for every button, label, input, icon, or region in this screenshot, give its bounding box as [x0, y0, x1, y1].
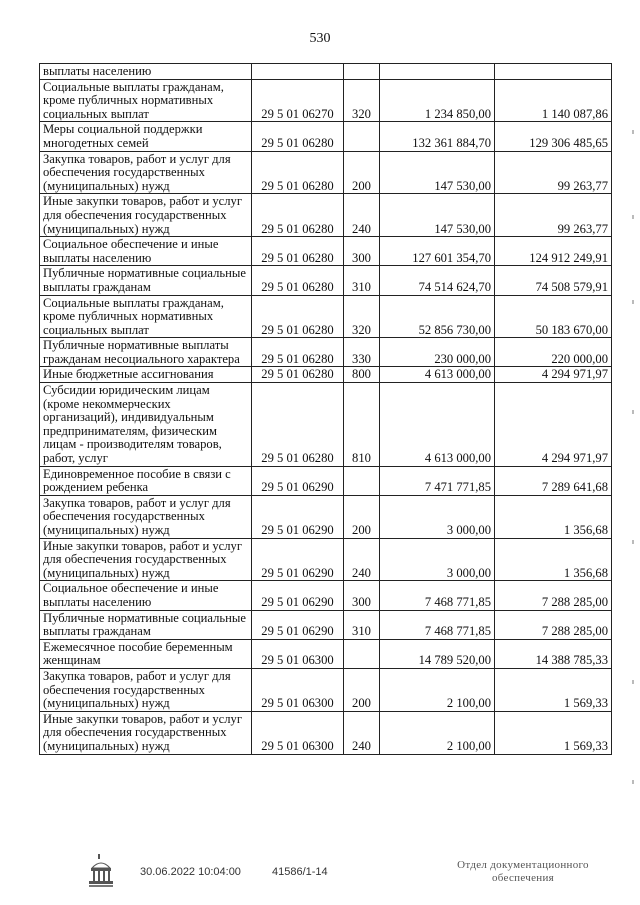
cell-executed-amount: 1 569,33 — [495, 668, 612, 711]
cell-code: 29 5 01 06280 — [252, 194, 344, 237]
cell-executed-amount: 4 294 971,97 — [495, 383, 612, 467]
cell-name: Публичные нормативные социальные выплаты гражданам — [40, 266, 252, 295]
table-row — [40, 64, 612, 80]
cell-code: 29 5 01 06290 — [252, 581, 344, 610]
cell-executed-amount: 1 140 087,86 — [495, 79, 612, 122]
table-row — [40, 338, 612, 367]
cell-code: 29 5 01 06280 — [252, 266, 344, 295]
cell-planned-amount: 147 530,00 — [380, 194, 495, 237]
cell-name: Иные закупки товаров, работ и услуг для обеспечения государственных (муниципальных) нужд — [40, 538, 252, 581]
cell-executed-amount: 99 263,77 — [495, 194, 612, 237]
cell-planned-amount: 230 000,00 — [380, 338, 495, 367]
table-row — [40, 367, 612, 383]
cell-executed-amount: 1 356,68 — [495, 495, 612, 538]
cell-name: Единовременное пособие в связи с рождением ребенка — [40, 466, 252, 495]
cell-name: Социальное обеспечение и иные выплаты населению — [40, 237, 252, 266]
cell-expense-type: 800 — [344, 367, 380, 383]
table-row — [40, 383, 612, 467]
cell-name: Закупка товаров, работ и услуг для обеспечения государственных (муниципальных) нужд — [40, 495, 252, 538]
footer-department-line2: обеспечения — [491, 872, 555, 884]
cell-executed-amount: 1 569,33 — [495, 711, 612, 754]
table-row — [40, 194, 612, 237]
page-number: 530 — [309, 31, 331, 46]
cell-planned-amount: 2 100,00 — [380, 668, 495, 711]
cell-executed-amount: 7 288 285,00 — [495, 610, 612, 639]
cell-executed-amount: 220 000,00 — [495, 338, 612, 367]
cell-planned-amount: 1 234 850,00 — [380, 79, 495, 122]
cell-executed-amount: 7 289 641,68 — [495, 466, 612, 495]
scan-margin-marks — [628, 120, 634, 820]
cell-name: Публичные нормативные выплаты гражданам несоциального характера — [40, 338, 252, 367]
cell-planned-amount: 7 468 771,85 — [380, 581, 495, 610]
table-row — [40, 151, 612, 194]
cell-planned-amount: 127 601 354,70 — [380, 237, 495, 266]
table-row — [40, 581, 612, 610]
cell-executed-amount: 99 263,77 — [495, 151, 612, 194]
cell-code: 29 5 01 06300 — [252, 668, 344, 711]
cell-name: Социальные выплаты гражданам, кроме публичных нормативных социальных выплат — [40, 295, 252, 338]
cell-planned-amount: 74 514 624,70 — [380, 266, 495, 295]
table-row — [40, 266, 612, 295]
cell-expense-type: 320 — [344, 295, 380, 338]
cell-planned-amount: 14 789 520,00 — [380, 639, 495, 668]
cell-executed-amount: 129 306 485,65 — [495, 122, 612, 151]
table-row — [40, 639, 612, 668]
cell-planned-amount: 7 471 771,85 — [380, 466, 495, 495]
cell-planned-amount: 4 613 000,00 — [380, 383, 495, 467]
table-row — [40, 237, 612, 266]
cell-name: Иные бюджетные ассигнования — [40, 367, 252, 383]
cell-name: Ежемесячное пособие беременным женщинам — [40, 639, 252, 668]
cell-name: Меры социальной поддержки многодетных семей — [40, 122, 252, 151]
table-row — [40, 668, 612, 711]
cell-code: 29 5 01 06290 — [252, 538, 344, 581]
table-row — [40, 610, 612, 639]
cell-code: 29 5 01 06280 — [252, 151, 344, 194]
cell-code: 29 5 01 06280 — [252, 237, 344, 266]
cell-planned-amount: 4 613 000,00 — [380, 367, 495, 383]
cell-name: Субсидии юридическим лицам (кроме некоммерческих организаций), индивидуальным предпринимателям, физическим лицам - производителям товаров, работ, услуг — [40, 383, 252, 467]
cell-planned-amount: 2 100,00 — [380, 711, 495, 754]
duma-logo-icon — [88, 854, 114, 890]
cell-expense-type: 300 — [344, 581, 380, 610]
cell-code: 29 5 01 06280 — [252, 338, 344, 367]
cell-name: Социальное обеспечение и иные выплаты населению — [40, 581, 252, 610]
cell-expense-type: 200 — [344, 495, 380, 538]
cell-planned-amount: 132 361 884,70 — [380, 122, 495, 151]
page-footer — [0, 859, 640, 902]
cell-code: 29 5 01 06290 — [252, 610, 344, 639]
cell-expense-type: 810 — [344, 383, 380, 467]
cell-executed-amount: 1 356,68 — [495, 538, 612, 581]
cell-planned-amount: 7 468 771,85 — [380, 610, 495, 639]
cell-name: Закупка товаров, работ и услуг для обеспечения государственных (муниципальных) нужд — [40, 151, 252, 194]
cell-executed-amount: 4 294 971,97 — [495, 367, 612, 383]
cell-executed-amount: 50 183 670,00 — [495, 295, 612, 338]
cell-expense-type — [344, 639, 380, 668]
table-row — [40, 495, 612, 538]
budget-table-body — [40, 64, 612, 755]
table-row — [40, 466, 612, 495]
table-row — [40, 295, 612, 338]
cell-code: 29 5 01 06300 — [252, 639, 344, 668]
footer-department — [438, 859, 608, 885]
table-row — [40, 122, 612, 151]
cell-expense-type: 330 — [344, 338, 380, 367]
cell-name: Публичные нормативные социальные выплаты гражданам — [40, 610, 252, 639]
cell-expense-type — [344, 122, 380, 151]
cell-code: 29 5 01 06280 — [252, 122, 344, 151]
cell-expense-type: 310 — [344, 610, 380, 639]
footer-department-line1: Отдел документационного — [457, 859, 589, 871]
cell-planned-amount: 3 000,00 — [380, 538, 495, 581]
cell-code: 29 5 01 06280 — [252, 367, 344, 383]
cell-executed-amount: 7 288 285,00 — [495, 581, 612, 610]
cell-expense-type: 200 — [344, 668, 380, 711]
cell-planned-amount: 147 530,00 — [380, 151, 495, 194]
cell-code: 29 5 01 06280 — [252, 383, 344, 467]
cell-expense-type: 240 — [344, 538, 380, 581]
cell-expense-type: 320 — [344, 79, 380, 122]
cell-executed-amount: 74 508 579,91 — [495, 266, 612, 295]
cell-executed-amount: 14 388 785,33 — [495, 639, 612, 668]
footer-doc-number: 41586/1-14 — [272, 866, 328, 878]
cell-name: Социальные выплаты гражданам, кроме публичных нормативных социальных выплат — [40, 79, 252, 122]
cell-expense-type: 240 — [344, 194, 380, 237]
cell-expense-type — [344, 466, 380, 495]
cell-expense-type: 310 — [344, 266, 380, 295]
cell-planned-amount: 3 000,00 — [380, 495, 495, 538]
table-row — [40, 538, 612, 581]
cell-name: Иные закупки товаров, работ и услуг для обеспечения государственных (муниципальных) нужд — [40, 711, 252, 754]
cell-name: выплаты населению — [40, 64, 252, 80]
cell-executed-amount — [495, 64, 612, 80]
footer-datetime: 30.06.2022 10:04:00 — [140, 866, 241, 878]
cell-expense-type: 240 — [344, 711, 380, 754]
cell-code: 29 5 01 06270 — [252, 79, 344, 122]
cell-expense-type: 200 — [344, 151, 380, 194]
cell-expense-type — [344, 64, 380, 80]
cell-executed-amount: 124 912 249,91 — [495, 237, 612, 266]
cell-code: 29 5 01 06280 — [252, 295, 344, 338]
budget-table — [39, 63, 612, 755]
cell-expense-type: 300 — [344, 237, 380, 266]
table-row — [40, 711, 612, 754]
cell-planned-amount — [380, 64, 495, 80]
cell-code: 29 5 01 06290 — [252, 495, 344, 538]
cell-name: Закупка товаров, работ и услуг для обеспечения государственных (муниципальных) нужд — [40, 668, 252, 711]
cell-name: Иные закупки товаров, работ и услуг для обеспечения государственных (муниципальных) нужд — [40, 194, 252, 237]
cell-code: 29 5 01 06290 — [252, 466, 344, 495]
cell-code — [252, 64, 344, 80]
cell-planned-amount: 52 856 730,00 — [380, 295, 495, 338]
table-row — [40, 79, 612, 122]
cell-code: 29 5 01 06300 — [252, 711, 344, 754]
